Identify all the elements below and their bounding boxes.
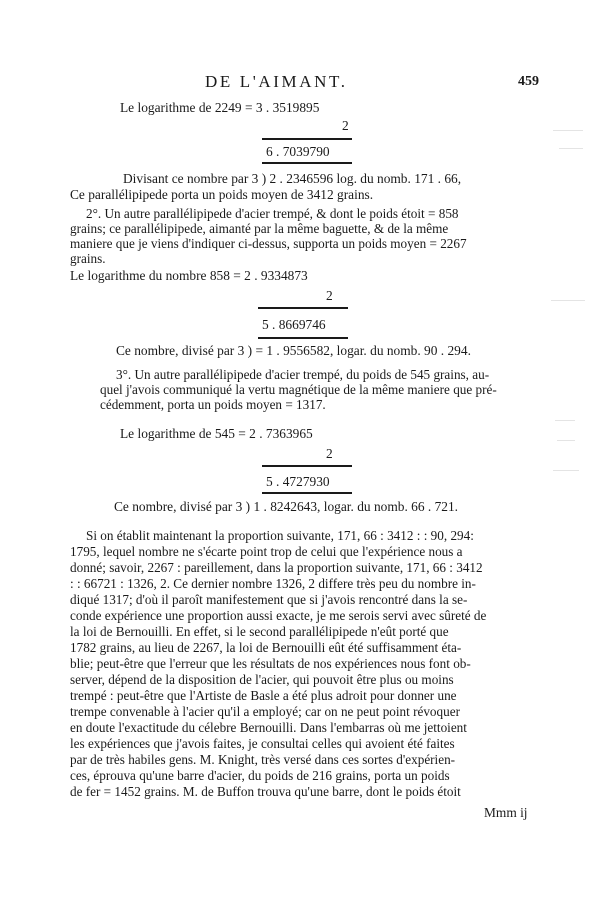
calc2-result: 5 . 8669746 (262, 317, 326, 332)
calc2-log-line: Le logarithme du nombre 858 = 2 . 9334873 (70, 268, 308, 283)
para4-line: ces, éprouva qu'une barre d'acier, du poids de 216 grains, porta un poids (70, 768, 450, 783)
running-header (0, 72, 600, 94)
para4-line: diqué 1317; d'où il paroît manifestement que si j'avois rencontré dans la se- (70, 592, 468, 607)
calc1-multiplier: 2 (342, 118, 349, 133)
para4-line: trempe convenable à l'acier qu'il a employé; car on ne peut point révoquer (70, 704, 460, 719)
para4-line: trempé : peut-être que l'Artiste de Basle a été plus adroit pour donner une (70, 688, 457, 703)
calc2-rule (258, 307, 348, 309)
para4-line: les expériences que j'avois faites, je consultai celles qui avoient été faites (70, 736, 455, 751)
calc2-division: Ce nombre, divisé par 3 ) = 1 . 9556582, logar. du nomb. 90 . 294. (116, 343, 471, 358)
para4-line: conde expérience une proportion aussi exacte, je me serois servi avec sûreté de (70, 608, 487, 623)
para2-line: grains. (70, 251, 106, 266)
para3-line: 3°. Un autre parallélipipede d'acier trempé, du poids de 545 grains, au- (116, 367, 490, 382)
para4-line: la loi de Bernouilli. En effet, si le second parallélipipede n'eût porté que (70, 624, 449, 639)
para4-line: blie; peut-être que l'erreur que les résultats de nos expériences nous font ob- (70, 656, 471, 671)
margin-bleed-through (545, 90, 600, 610)
signature-mark: Mmm ij (484, 805, 528, 820)
para2-line: 2°. Un autre parallélipipede d'acier trempé, & dont le poids étoit = 858 (86, 206, 459, 221)
calc3-multiplier: 2 (326, 446, 333, 461)
calc2-rule-bottom (258, 337, 348, 339)
para4-line: en doute l'exactitude du célebre Bernouilli. Dans l'embarras où me jettoient (70, 720, 467, 735)
para3-line: cédemment, porta un poids moyen = 1317. (100, 397, 326, 412)
para4-line: 1795, lequel nombre ne s'écarte point trop de celui que l'expérience nous a (70, 544, 463, 559)
calc1-division: Divisant ce nombre par 3 ) 2 . 2346596 log. du nomb. 171 . 66, (123, 171, 462, 186)
para2-line: grains; ce parallélipipede, aimanté par la même baguette, & de la même (70, 221, 449, 236)
page-header-title: DE L'AIMANT. (205, 72, 348, 91)
calc3-division: Ce nombre, divisé par 3 ) 1 . 8242643, logar. du nomb. 66 . 721. (114, 499, 459, 514)
calc3-log-line: Le logarithme de 545 = 2 . 7363965 (120, 426, 313, 441)
para4-line: de fer = 1452 grains. M. de Buffon trouva qu'une barre, dont le poids étoit (70, 784, 461, 799)
para2-line: maniere que je viens d'indiquer ci-dessus, supporta un poids moyen = 2267 (70, 236, 467, 251)
calc3-result: 5 . 4727930 (266, 474, 330, 489)
calc1-rule (262, 138, 352, 140)
calc1-log-line: Le logarithme de 2249 = 3 . 3519895 (120, 100, 320, 115)
para4-line: : : 66721 : 1326, 2. Ce dernier nombre 1326, 2 differe très peu du nombre in- (70, 576, 476, 591)
calc2-multiplier: 2 (326, 288, 333, 303)
calc1-result: 6 . 7039790 (266, 144, 330, 159)
para4-line: donné; savoir, 2267 : pareillement, dans la proportion suivante, 171, 66 : 3412 (70, 560, 483, 575)
calc1-rule-bottom (262, 162, 352, 164)
calc3-rule (262, 465, 352, 467)
para4-line: par de très habiles gens. M. Knight, très versé dans ces sortes d'expérien- (70, 752, 456, 767)
para4-line: Si on établit maintenant la proportion suivante, 171, 66 : 3412 : : 90, 294: (86, 528, 474, 543)
para4-line: server, dépend de la disposition de l'acier, qui pouvoit être plus ou moins (70, 672, 454, 687)
calc1-conclusion: Ce parallélipipede porta un poids moyen de 3412 grains. (70, 187, 374, 202)
page-number: 459 (518, 74, 539, 89)
calc3-rule-bottom (262, 492, 352, 494)
para4-line: 1782 grains, au lieu de 2267, la loi de Bernouilli eût été suffisamment éta- (70, 640, 462, 655)
para3-line: quel j'avois communiqué la vertu magnétique de la même maniere que pré- (100, 382, 497, 397)
